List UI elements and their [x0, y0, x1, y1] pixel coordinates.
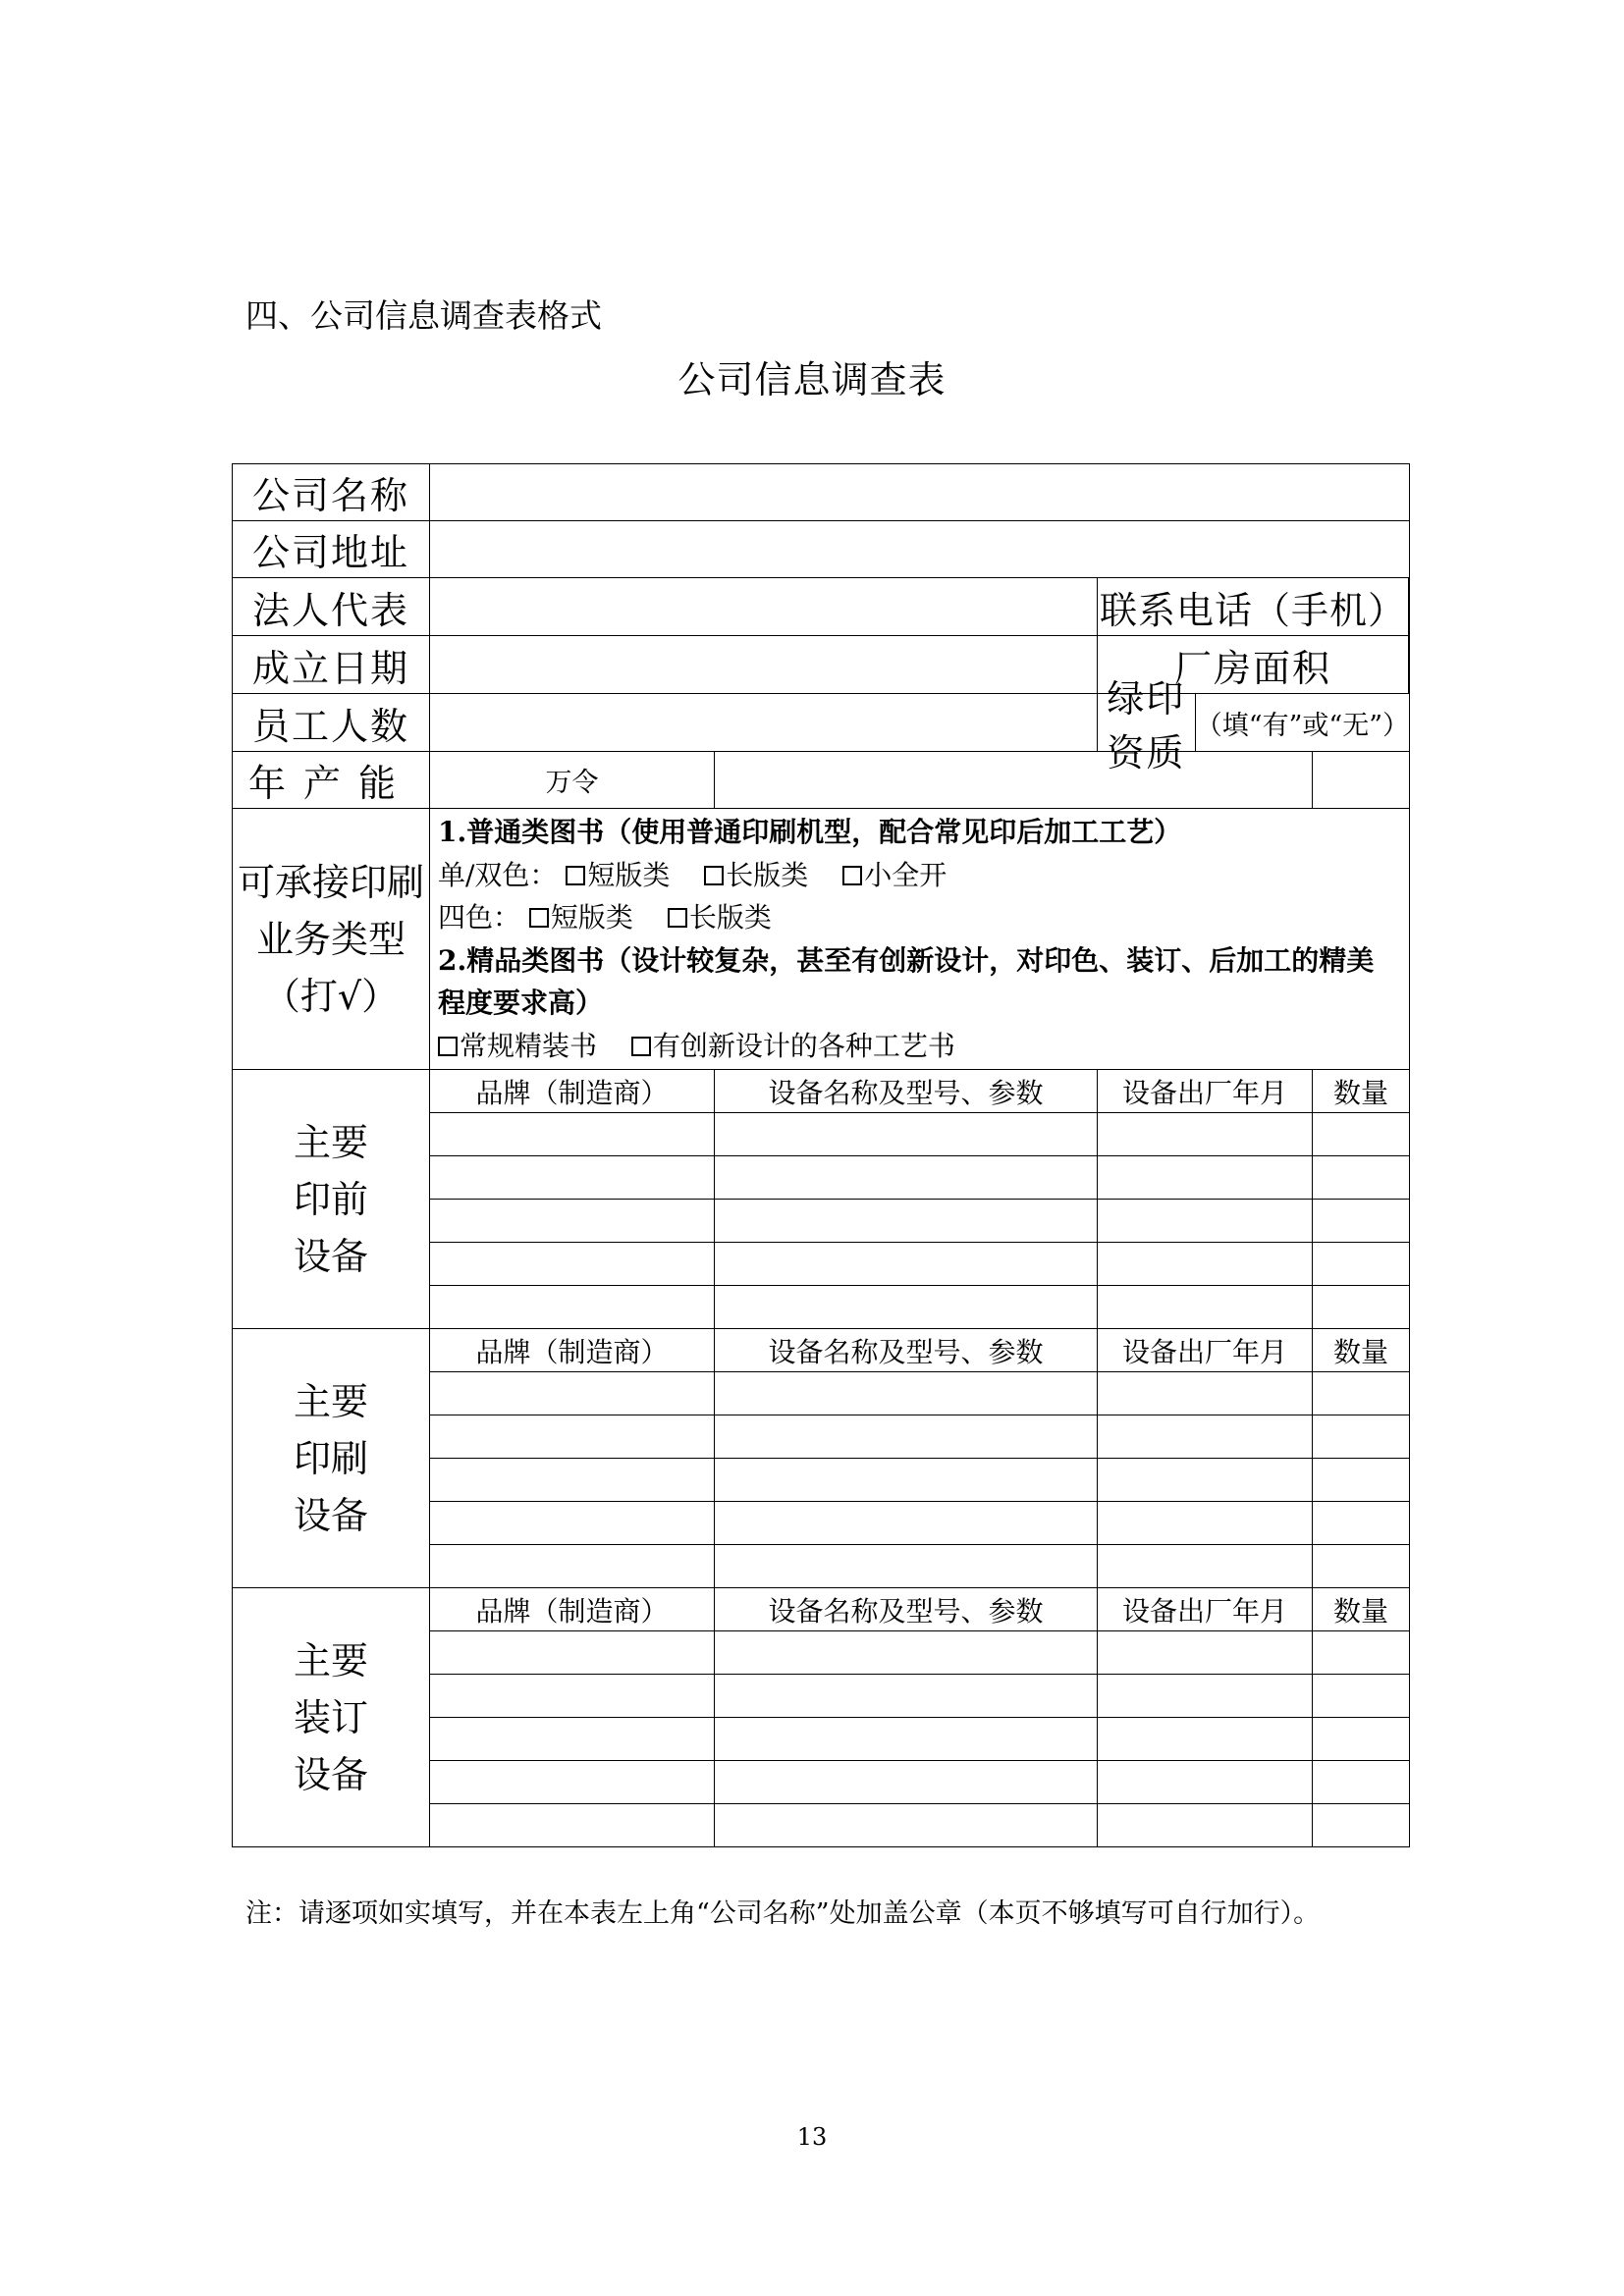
qty-cell[interactable]	[1313, 1545, 1410, 1588]
date-cell[interactable]	[1098, 1545, 1313, 1588]
premium-creative-option[interactable]: 有创新设计的各种工艺书	[631, 1030, 955, 1062]
col-qty: 数量	[1313, 1588, 1410, 1631]
checkbox-icon[interactable]	[704, 866, 724, 885]
binding-equipment-label: 主要装订设备	[233, 1588, 430, 1847]
model-cell[interactable]	[715, 1372, 1098, 1415]
qty-cell[interactable]	[1313, 1286, 1410, 1329]
mono-small-full-option[interactable]: 小全开	[842, 859, 947, 891]
qty-cell[interactable]	[1313, 1631, 1410, 1675]
model-cell[interactable]	[715, 1502, 1098, 1545]
date-cell[interactable]	[1098, 1200, 1313, 1243]
green-print-label: 绿印资质	[1098, 694, 1196, 751]
page-number: 13	[796, 2123, 828, 2151]
company-info-form	[232, 463, 1410, 1847]
qty-cell[interactable]	[1313, 1415, 1410, 1459]
brand-cell[interactable]	[430, 1243, 715, 1286]
model-cell[interactable]	[715, 1804, 1098, 1847]
model-cell[interactable]	[715, 1675, 1098, 1718]
qty-cell[interactable]	[1313, 1502, 1410, 1545]
col-brand: 品牌（制造商）	[430, 1588, 715, 1631]
date-cell[interactable]	[1098, 1631, 1313, 1675]
col-brand: 品牌（制造商）	[430, 1070, 715, 1113]
capacity-extra-field-1[interactable]	[715, 752, 1313, 809]
company-name-label: 公司名称	[233, 464, 430, 521]
brand-cell[interactable]	[430, 1200, 715, 1243]
checkbox-icon[interactable]	[842, 866, 862, 885]
printing-equipment-label: 主要印刷设备	[233, 1329, 430, 1588]
brand-cell[interactable]	[430, 1631, 715, 1675]
business-type-options	[430, 809, 1410, 1070]
brand-cell[interactable]	[430, 1502, 715, 1545]
qty-cell[interactable]	[1313, 1718, 1410, 1761]
col-qty: 数量	[1313, 1329, 1410, 1372]
mono-long-run-option[interactable]: 长版类	[704, 859, 808, 891]
annual-capacity-field[interactable]	[430, 752, 715, 809]
brand-cell[interactable]	[430, 1113, 715, 1156]
brand-cell[interactable]	[430, 1459, 715, 1502]
brand-cell[interactable]	[430, 1286, 715, 1329]
date-cell[interactable]	[1098, 1761, 1313, 1804]
model-cell[interactable]	[715, 1761, 1098, 1804]
employee-count-field[interactable]	[430, 694, 1098, 752]
legal-rep-field[interactable]	[430, 578, 1098, 636]
qty-cell[interactable]	[1313, 1200, 1410, 1243]
date-cell[interactable]	[1098, 1113, 1313, 1156]
founded-date-field[interactable]	[430, 636, 1098, 694]
col-qty: 数量	[1313, 1070, 1410, 1113]
qty-cell[interactable]	[1313, 1372, 1410, 1415]
capacity-extra-field-2[interactable]	[1313, 752, 1410, 809]
brand-cell[interactable]	[430, 1804, 715, 1847]
qty-cell[interactable]	[1313, 1243, 1410, 1286]
date-cell[interactable]	[1098, 1286, 1313, 1329]
model-cell[interactable]	[715, 1156, 1098, 1200]
brand-cell[interactable]	[430, 1156, 715, 1200]
prepress-equipment-label: 主要印前设备	[233, 1070, 430, 1329]
qty-cell[interactable]	[1313, 1804, 1410, 1847]
legal-rep-label: 法人代表	[233, 578, 430, 636]
qty-cell[interactable]	[1313, 1113, 1410, 1156]
date-cell[interactable]	[1098, 1502, 1313, 1545]
col-model: 设备名称及型号、参数	[715, 1070, 1098, 1113]
four-color-options-row	[438, 896, 1401, 939]
qty-cell[interactable]	[1313, 1675, 1410, 1718]
checkbox-icon[interactable]	[566, 866, 585, 885]
footnote: 注：请逐项如实填写，并在本表左上角“公司名称”处加盖公章（本页不够填写可自行加行）。	[245, 1898, 1321, 1929]
date-cell[interactable]	[1098, 1156, 1313, 1200]
business-type-label: 可承接印刷业务类型（打√）	[233, 809, 430, 1070]
checkbox-icon[interactable]	[631, 1037, 651, 1056]
model-cell[interactable]	[715, 1631, 1098, 1675]
col-date: 设备出厂年月	[1098, 1588, 1313, 1631]
contact-phone-group	[1098, 578, 1410, 636]
date-cell[interactable]	[1098, 1415, 1313, 1459]
model-cell[interactable]	[715, 1545, 1098, 1588]
col-date: 设备出厂年月	[1098, 1070, 1313, 1113]
ordinary-books-line: 1.普通类图书（使用普通印刷机型，配合常见印后加工工艺）	[438, 816, 1182, 848]
col-date: 设备出厂年月	[1098, 1329, 1313, 1372]
model-cell[interactable]	[715, 1286, 1098, 1329]
green-print-field[interactable]	[1196, 694, 1409, 751]
brand-cell[interactable]	[430, 1718, 715, 1761]
brand-cell[interactable]	[430, 1545, 715, 1588]
four-long-run-option[interactable]: 长版类	[668, 901, 772, 934]
col-model: 设备名称及型号、参数	[715, 1588, 1098, 1631]
model-cell[interactable]	[715, 1718, 1098, 1761]
form-title: 公司信息调查表	[677, 358, 947, 401]
date-cell[interactable]	[1098, 1675, 1313, 1718]
date-cell[interactable]	[1098, 1243, 1313, 1286]
company-address-label: 公司地址	[233, 521, 430, 578]
date-cell[interactable]	[1098, 1372, 1313, 1415]
green-print-group	[1098, 677, 1410, 774]
mono-short-run-option[interactable]: 短版类	[566, 859, 670, 891]
checkbox-icon[interactable]	[438, 1037, 458, 1056]
model-cell[interactable]	[715, 1243, 1098, 1286]
annual-capacity-label: 年产能	[233, 752, 430, 809]
col-brand: 品牌（制造商）	[430, 1329, 715, 1372]
model-cell[interactable]	[715, 1200, 1098, 1243]
brand-cell[interactable]	[430, 1372, 715, 1415]
contact-phone-label: 联系电话（手机）	[1098, 578, 1409, 635]
date-cell[interactable]	[1098, 1718, 1313, 1761]
checkbox-icon[interactable]	[668, 908, 687, 928]
green-print-hint: （填“有”或“无”）	[1195, 710, 1409, 741]
company-name-field[interactable]	[430, 464, 1410, 521]
col-model: 设备名称及型号、参数	[715, 1329, 1098, 1372]
four-short-run-option[interactable]: 短版类	[529, 901, 633, 934]
employee-count-label: 员工人数	[233, 694, 430, 752]
date-cell[interactable]	[1098, 1804, 1313, 1847]
model-cell[interactable]	[715, 1459, 1098, 1502]
qty-cell[interactable]	[1313, 1761, 1410, 1804]
date-cell[interactable]	[1098, 1459, 1313, 1502]
brand-cell[interactable]	[430, 1415, 715, 1459]
brand-cell[interactable]	[430, 1675, 715, 1718]
premium-regular-option[interactable]: 常规精装书	[438, 1030, 597, 1062]
mono-options-row	[438, 854, 1401, 897]
section-heading: 四、公司信息调查表格式	[245, 296, 602, 335]
premium-options-row	[438, 1025, 1401, 1068]
capacity-unit: 万令	[545, 768, 599, 798]
premium-books-line: 2.精品类图书（设计较复杂，甚至有创新设计，对印色、装订、后加工的精美程度要求高）	[438, 943, 1375, 1019]
qty-cell[interactable]	[1313, 1459, 1410, 1502]
founded-date-label: 成立日期	[233, 636, 430, 694]
checkbox-icon[interactable]	[529, 908, 549, 928]
mono-label: 单/双色：	[438, 858, 558, 891]
brand-cell[interactable]	[430, 1761, 715, 1804]
company-address-field[interactable]	[430, 521, 1410, 578]
four-color-label: 四色：	[438, 901, 521, 934]
plant-area-label: 厂房面积	[1098, 636, 1409, 693]
model-cell[interactable]	[715, 1415, 1098, 1459]
qty-cell[interactable]	[1313, 1156, 1410, 1200]
model-cell[interactable]	[715, 1113, 1098, 1156]
